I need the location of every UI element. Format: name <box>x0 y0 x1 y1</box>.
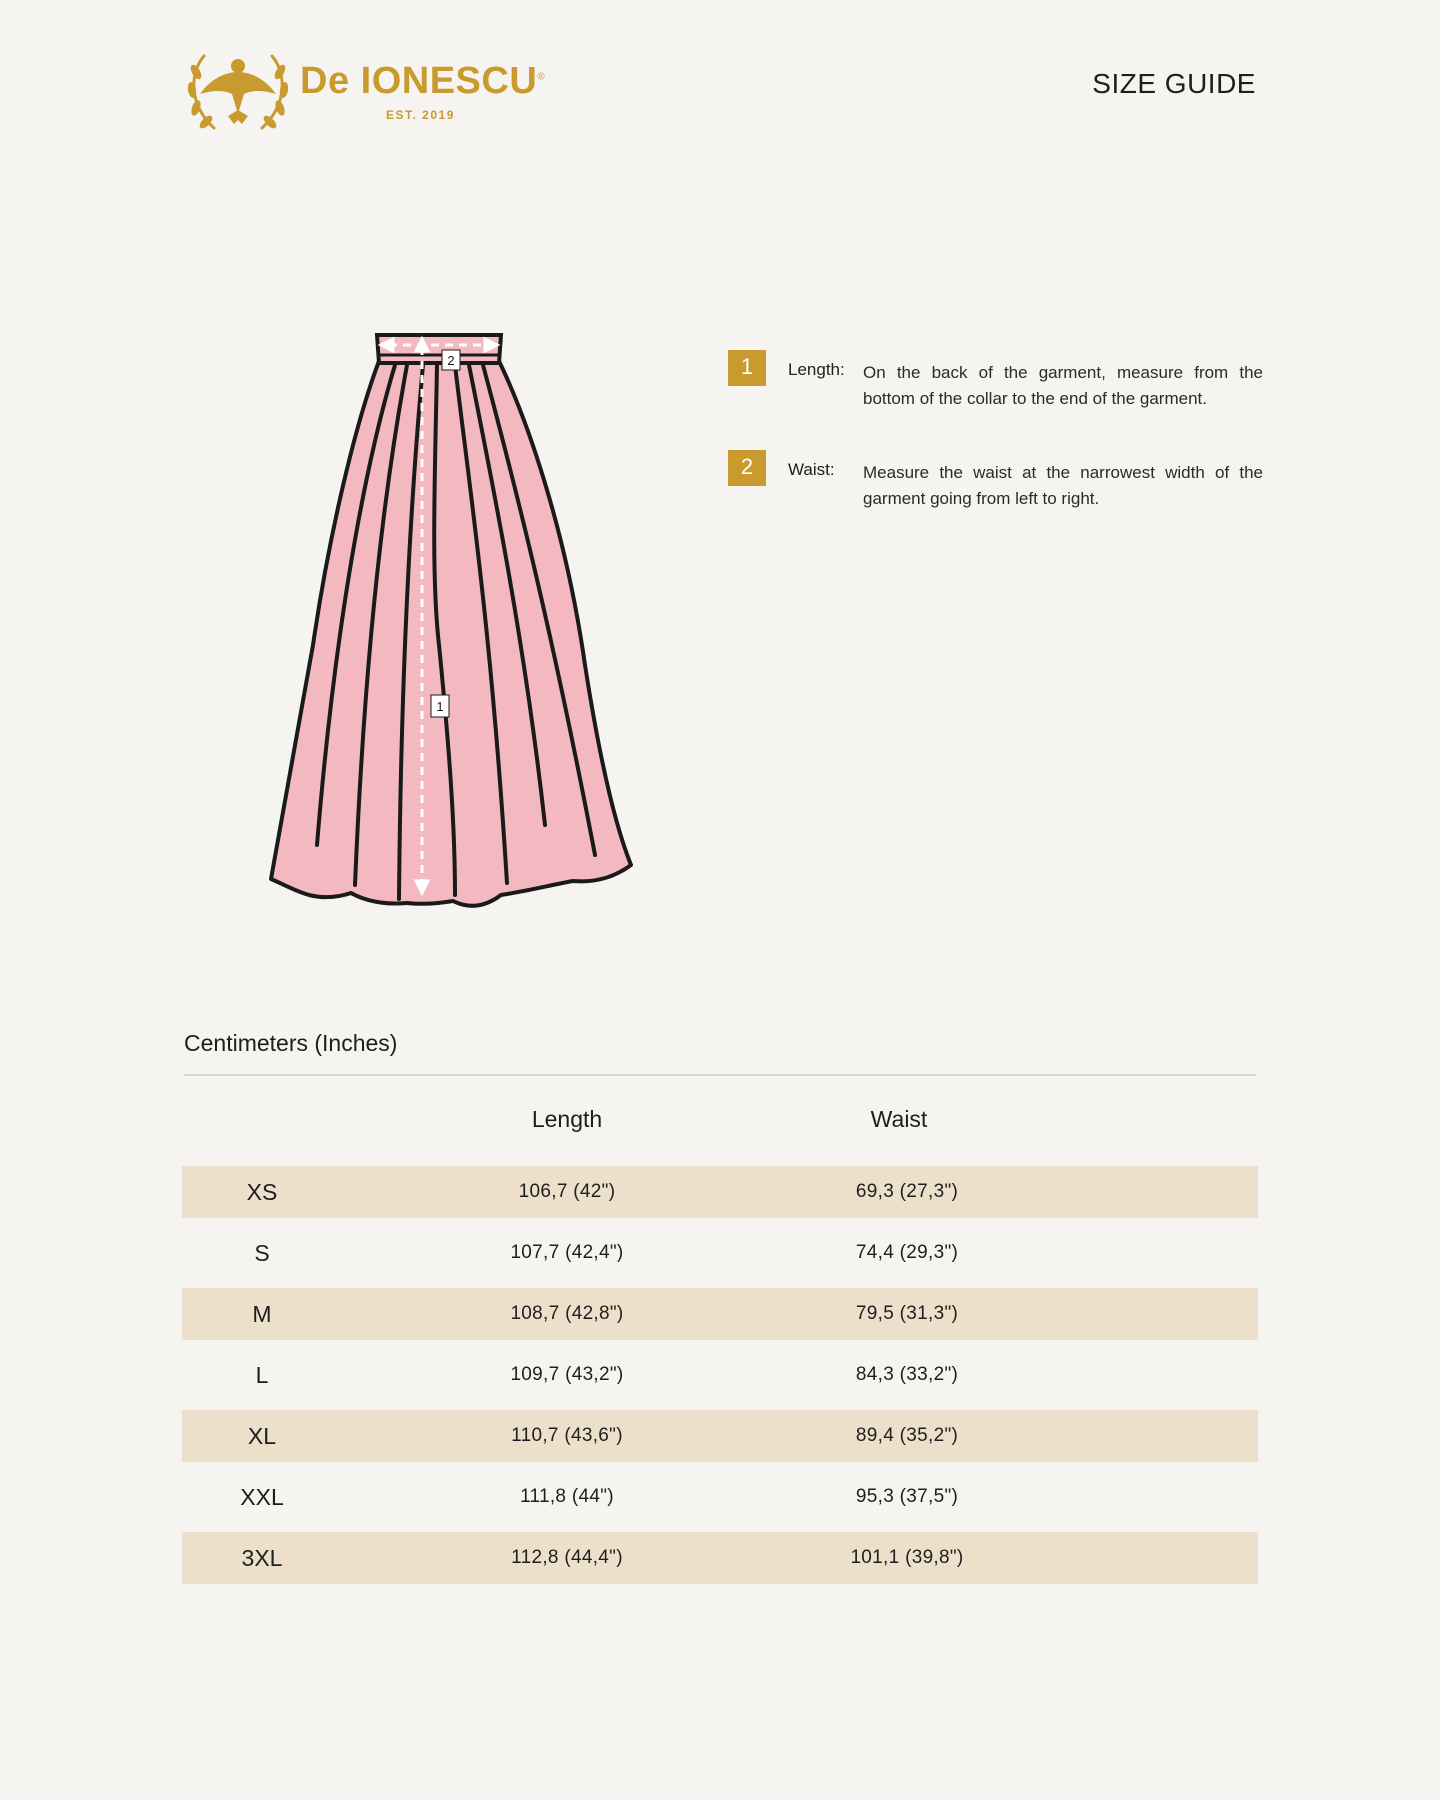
size-cell: S <box>254 1240 270 1266</box>
size-cell: L <box>255 1362 269 1388</box>
page-title: SIZE GUIDE <box>1092 68 1256 99</box>
table-row <box>182 1410 1258 1462</box>
length-cell: 107,7 (42,4") <box>510 1242 624 1263</box>
legend-label-waist: Waist: <box>788 460 835 479</box>
svg-text:2: 2 <box>447 353 455 368</box>
svg-text:1: 1 <box>436 699 444 714</box>
size-cell: XL <box>247 1423 277 1449</box>
waist-cell: 84,3 (33,2") <box>855 1364 959 1385</box>
size-cell: XS <box>246 1179 278 1205</box>
waist-cell: 101,1 (39,8") <box>850 1547 964 1568</box>
waist-cell: 74,4 (29,3") <box>855 1242 959 1263</box>
size-cell: XXL <box>240 1484 284 1510</box>
marker-2 <box>442 350 460 370</box>
length-cell: 109,7 (43,2") <box>510 1364 624 1385</box>
table-row <box>182 1532 1258 1584</box>
brand-logo[interactable] <box>184 40 564 140</box>
waist-cell: 79,5 (31,3") <box>855 1303 959 1324</box>
marker-1 <box>431 695 449 717</box>
table-row <box>182 1349 1258 1401</box>
column-header-waist: Waist <box>870 1106 928 1132</box>
size-cell: 3XL <box>241 1545 283 1571</box>
registered-mark: ® <box>537 71 546 83</box>
size-table-header <box>182 1106 1258 1146</box>
legend-badge-2: 2 <box>728 450 766 486</box>
brand-established: EST. 2019 <box>386 108 455 122</box>
legend-label-length: Length: <box>788 360 845 379</box>
skirt-icon <box>255 325 655 925</box>
table-row <box>182 1166 1258 1218</box>
waist-cell: 89,4 (35,2") <box>855 1425 959 1446</box>
waist-cell: 95,3 (37,5") <box>855 1486 959 1507</box>
length-cell: 110,7 (43,6") <box>511 1425 623 1446</box>
length-cell: 112,8 (44,4") <box>511 1547 623 1568</box>
length-cell: 106,7 (42") <box>518 1181 616 1202</box>
brand-name: De IONESCU® <box>300 60 546 102</box>
table-row <box>182 1227 1258 1279</box>
table-units-caption: Centimeters (Inches) <box>184 1030 398 1056</box>
length-cell: 111,8 (44") <box>520 1486 614 1507</box>
legend-badge-1: 1 <box>728 350 766 386</box>
page-header <box>184 40 1256 140</box>
table-row <box>182 1471 1258 1523</box>
skirt-measurement-illustration <box>255 325 655 930</box>
column-header-length: Length <box>531 1106 603 1132</box>
length-cell: 108,7 (42,8") <box>510 1303 624 1324</box>
eagle-laurel-emblem-icon <box>184 42 292 138</box>
skirt-body <box>271 361 631 906</box>
divider <box>184 1074 1256 1076</box>
legend-description-waist: Measure the waist at the narrowest width of the garment going from left to right. <box>863 463 1263 508</box>
size-cell: M <box>252 1301 272 1327</box>
legend-description-length: On the back of the garment, measure from the bottom of the collar to the end of the garment. <box>863 363 1263 408</box>
table-row <box>182 1288 1258 1340</box>
skirt-waistband <box>377 335 501 363</box>
waist-cell: 69,3 (27,3") <box>855 1181 959 1202</box>
